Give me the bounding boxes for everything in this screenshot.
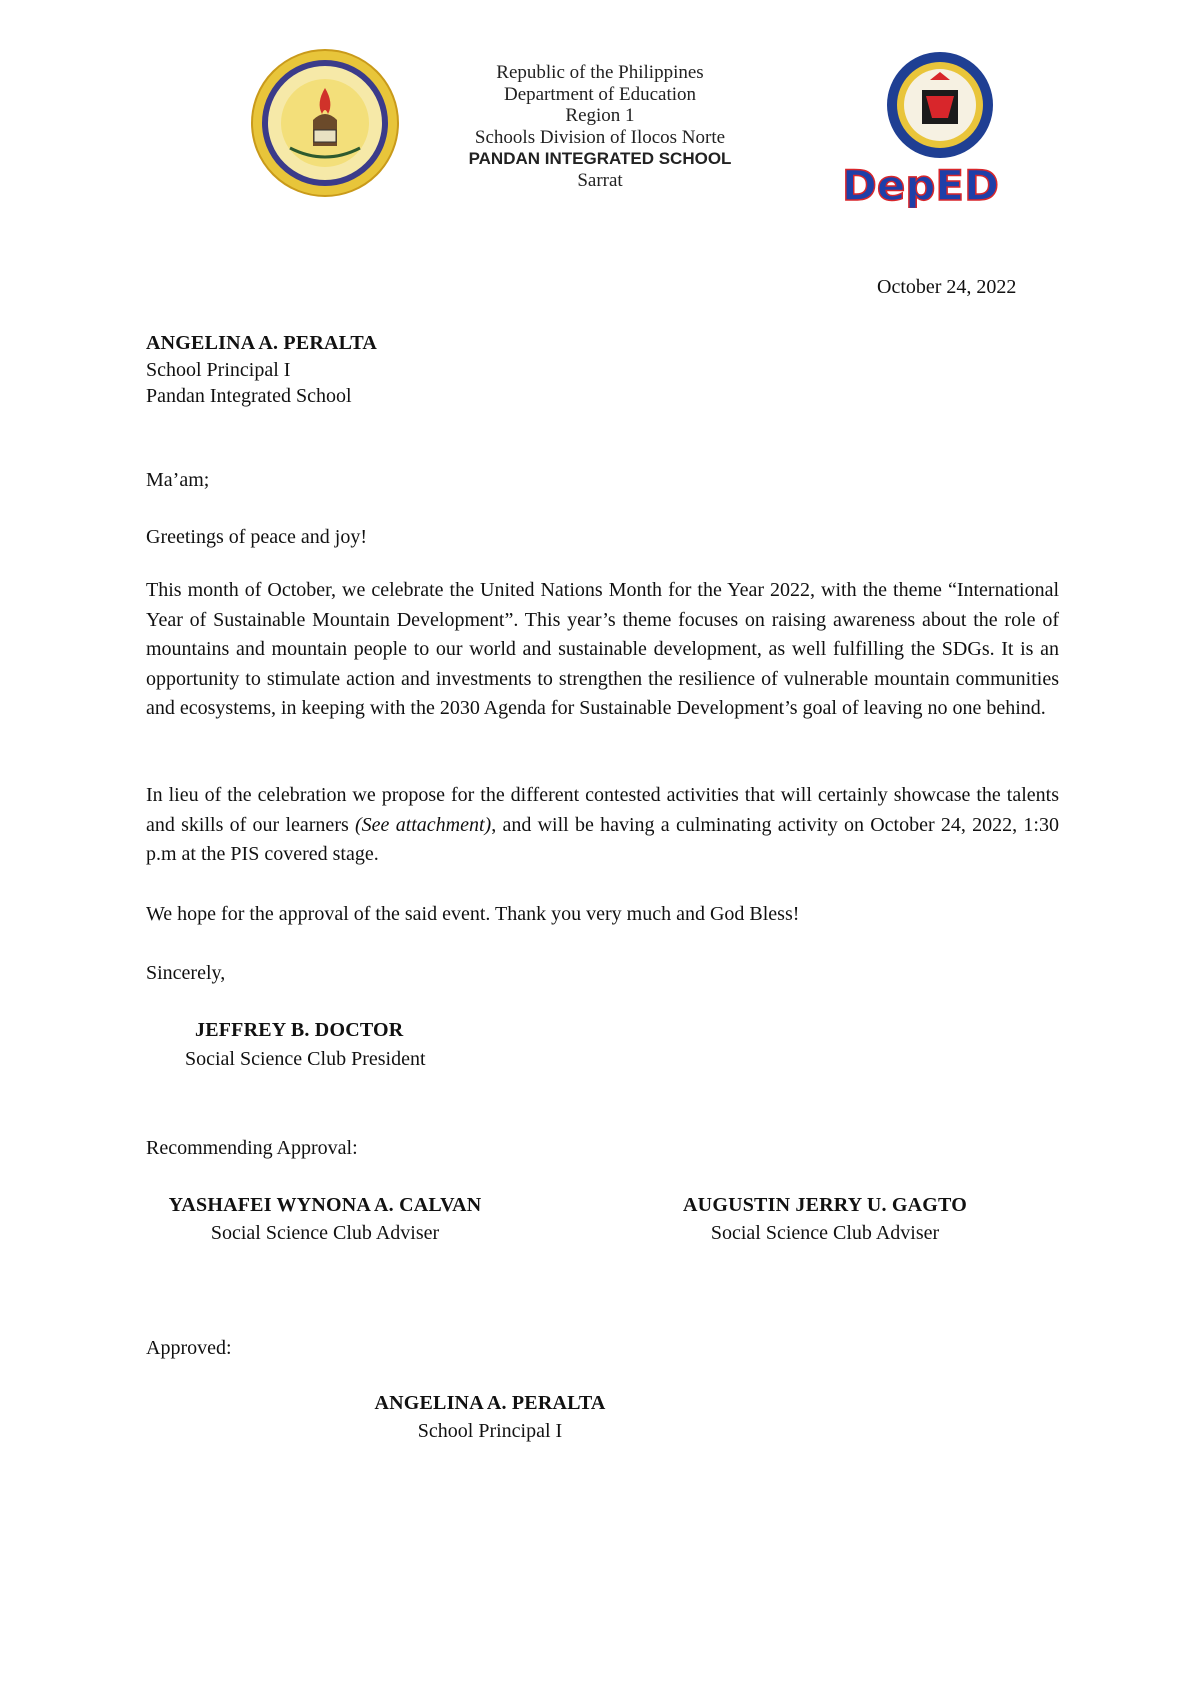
recommending-label: Recommending Approval: bbox=[146, 1137, 358, 1159]
town-line: Sarrat bbox=[577, 169, 623, 191]
greeting: Greetings of peace and joy! bbox=[146, 526, 368, 548]
recipient-title: School Principal I bbox=[146, 359, 291, 381]
p2-text-start: In lieu of the celebration we propose for the different contested activities that will certainly showcase the talents and skills of our learners bbox=[146, 784, 1059, 836]
republic-line: Republic of the Philippines bbox=[496, 62, 704, 83]
letterhead bbox=[430, 62, 770, 191]
recommender-2 bbox=[640, 1192, 1010, 1246]
attachment-note: (See attachment) bbox=[355, 813, 492, 836]
closing: Sincerely, bbox=[146, 962, 226, 984]
recipient-school: Pandan Integrated School bbox=[146, 385, 352, 407]
body-paragraph-1: This month of October, we celebrate the United Nations Month for the Year 2022, with the theme “International Year of Sustainable Mountain Development”. This year’s theme focuses on raising awareness about the role of mountains and mountain people to our world and sustainable development, as well fulfilling the SDGs. It is an opportunity to stimulate action and investments to strengthen the resilience of vulnerable mountain communities and ecosystems, in keeping with the 2030 Agenda for Sustainable Development’s goal of leaving no one behind. bbox=[146, 579, 1059, 719]
recommender-2-title: Social Science Club Adviser bbox=[710, 1222, 940, 1244]
approver-name: ANGELINA A. PERALTA bbox=[374, 1392, 606, 1414]
department-line: Department of Education bbox=[503, 83, 697, 105]
sender-title: Social Science Club President bbox=[185, 1048, 426, 1070]
p2-text-end: , and will be having a culminating activity on October 24, 2022, 1:30 p.m at the PIS covered stage. bbox=[146, 813, 1059, 865]
body-paragraph-3: We hope for the approval of the said event. Thank you very much and God Bless! bbox=[146, 903, 800, 925]
recommender-1-name: YASHAFEI WYNONA A. CALVAN bbox=[168, 1194, 482, 1216]
recommender-2-name: AUGUSTIN JERRY U. GAGTO bbox=[683, 1194, 967, 1216]
approver-title: School Principal I bbox=[417, 1420, 563, 1442]
approver bbox=[330, 1390, 650, 1444]
division-line: Schools Division of Ilocos Norte bbox=[474, 126, 726, 148]
sender-name: JEFFREY B. DOCTOR bbox=[195, 1019, 404, 1041]
letter-date: October 24, 2022 bbox=[877, 276, 1017, 298]
recommender-1 bbox=[140, 1192, 510, 1246]
deped-word: DepED bbox=[842, 161, 999, 208]
approved-label: Approved: bbox=[146, 1337, 232, 1359]
region-line: Region 1 bbox=[565, 105, 635, 126]
salutation: Ma’am; bbox=[146, 469, 210, 491]
school-name: PANDAN INTEGRATED SCHOOL bbox=[468, 149, 732, 168]
deped-wordmark bbox=[838, 160, 1060, 208]
body-paragraph-2 bbox=[146, 781, 1059, 870]
recommender-1-title: Social Science Club Adviser bbox=[210, 1222, 440, 1244]
recipient-name: ANGELINA A. PERALTA bbox=[146, 332, 378, 354]
school-seal-logo bbox=[250, 48, 400, 198]
